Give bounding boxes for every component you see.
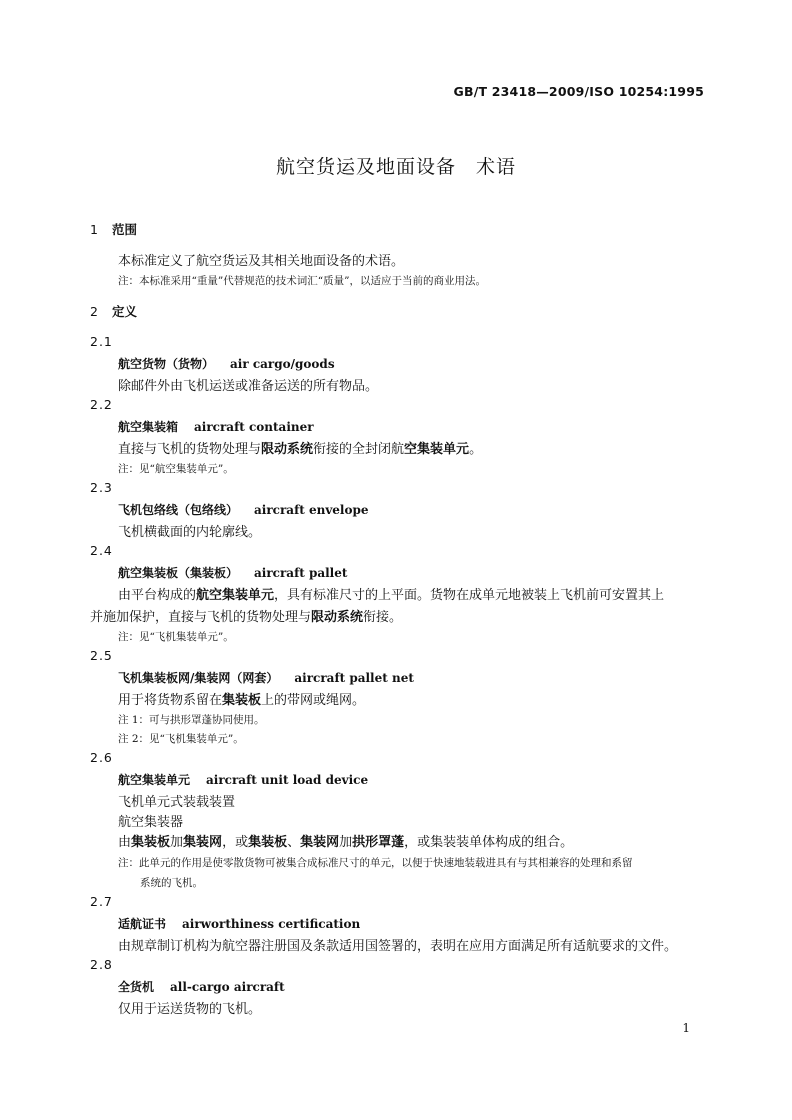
text-run: 用于将货物系留在: [118, 693, 223, 708]
term-cn: 全货机: [118, 980, 155, 994]
cross-ref-term: 集装网: [300, 835, 340, 850]
text-run: 。: [469, 442, 483, 457]
term-cn: 航空集装箱: [118, 420, 179, 434]
text-run: 加: [339, 835, 353, 850]
entry-number: 2.2: [90, 397, 113, 412]
definition-text: 由规章制订机构为航空器注册国及条款适用国签署的，表明在应用方面满足所有适航要求的文件。: [118, 939, 678, 954]
definition-note-continued: 系统的飞机。: [140, 877, 203, 889]
scope-text: 本标准定义了航空货运及其相关地面设备的术语。: [118, 254, 405, 269]
term-en: aircraft envelope: [254, 503, 369, 517]
definition-text-continued: [90, 606, 402, 625]
definition-text: 仅用于运送货物的飞机。: [118, 1002, 262, 1017]
term-en: aircraft pallet net: [294, 671, 414, 685]
cross-ref-term: 集装板: [248, 835, 288, 850]
term-heading: [118, 978, 285, 995]
cross-ref-term: 空集装单元: [404, 442, 470, 457]
entry-number: 2.6: [90, 750, 113, 765]
definition-note: 注：见“航空集装单元”。: [118, 463, 234, 475]
term-cn: 适航证书: [118, 917, 167, 931]
cross-ref-term: 集装板: [222, 693, 262, 708]
definition-text: [118, 438, 482, 457]
document-title: 航空货运及地面设备 术语: [275, 156, 516, 178]
synonym-text: 飞机单元式装载装置: [118, 795, 236, 810]
term-cn: 航空集装单元: [118, 773, 191, 787]
definition-text: 飞机横截面的内轮廓线。: [118, 525, 262, 540]
text-run: 、: [287, 835, 301, 850]
entry-number: 2.8: [90, 957, 113, 972]
cross-ref-term: 拱形罩蓬: [352, 835, 405, 850]
scope-note: 注：本标准采用“重量”代替规范的技术词汇“质量”，以适应于当前的商业用法。: [118, 275, 486, 287]
term-heading: [118, 418, 314, 435]
section-2-heading: [90, 302, 137, 320]
definition-note: 注：见“飞机集装单元”。: [118, 631, 234, 643]
page-number: 1: [682, 1021, 690, 1035]
section-title: 定义: [112, 304, 138, 319]
text-run: 加: [170, 835, 184, 850]
cross-ref-term: 限动系统: [261, 442, 314, 457]
text-run: 衔接的全封闭航: [313, 442, 405, 457]
entry-number: 2.1: [90, 334, 113, 349]
text-run: 上的带网或绳网。: [261, 693, 366, 708]
term-cn: 飞机包络线（包络线）: [118, 503, 239, 517]
text-run: 衔接。: [363, 610, 403, 625]
term-cn: 飞机集装板网/集装网（网套）: [118, 671, 279, 685]
synonym-text: 航空集装器: [118, 815, 184, 830]
term-en: aircraft container: [194, 420, 314, 434]
term-en: aircraft unit load device: [206, 773, 369, 787]
section-number: 2: [90, 304, 98, 319]
term-cn: 航空集装板（集装板）: [118, 566, 239, 580]
definition-text: [118, 689, 365, 708]
term-en: aircraft pallet: [254, 566, 348, 580]
text-run: ，或集装装单体构成的组合。: [404, 835, 574, 850]
term-cn: 航空货物（货物）: [118, 357, 215, 371]
term-en: air cargo/goods: [230, 357, 335, 371]
text-run: 直接与飞机的货物处理与: [118, 442, 262, 457]
term-heading: [118, 669, 414, 686]
entry-number: 2.4: [90, 543, 113, 558]
text-run: 并施加保护，直接与飞机的货物处理与: [90, 610, 312, 625]
term-en: all-cargo aircraft: [170, 980, 285, 994]
definition-text: 除邮件外由飞机运送或准备运送的所有物品。: [118, 379, 379, 394]
section-1-heading: [90, 220, 137, 238]
term-heading: [118, 771, 368, 788]
definition-note: 注：此单元的作用是使零散货物可被集合成标准尺寸的单元，以便于快速地装载进具有与其相兼容的处理和系留: [118, 857, 633, 869]
entry-number: 2.3: [90, 480, 113, 495]
definition-text: [118, 584, 664, 603]
cross-ref-term: 集装网: [183, 835, 223, 850]
definition-text: [118, 831, 573, 850]
definition-note: 注 2：见“飞机集装单元”。: [118, 733, 244, 745]
definition-note: 注 1：可与拱形罩蓬协同使用。: [118, 714, 265, 726]
entry-number: 2.7: [90, 894, 113, 909]
cross-ref-term: 限动系统: [311, 610, 364, 625]
text-run: ，或: [222, 835, 249, 850]
term-heading: [118, 355, 335, 372]
text-run: 由: [118, 835, 132, 850]
standard-code: GB/T 23418—2009/ISO 10254:1995: [453, 84, 704, 99]
section-title: 范围: [112, 222, 138, 237]
entry-number: 2.5: [90, 648, 113, 663]
text-run: ，具有标准尺寸的上平面。货物在成单元地被装上飞机前可安置其上: [274, 588, 665, 603]
term-heading: [118, 915, 360, 932]
section-number: 1: [90, 222, 98, 237]
term-heading: [118, 564, 347, 581]
term-en: airworthiness certification: [182, 917, 361, 931]
cross-ref-term: 航空集装单元: [196, 588, 275, 603]
term-heading: [118, 501, 369, 518]
cross-ref-term: 集装板: [131, 835, 171, 850]
text-run: 由平台构成的: [118, 588, 197, 603]
